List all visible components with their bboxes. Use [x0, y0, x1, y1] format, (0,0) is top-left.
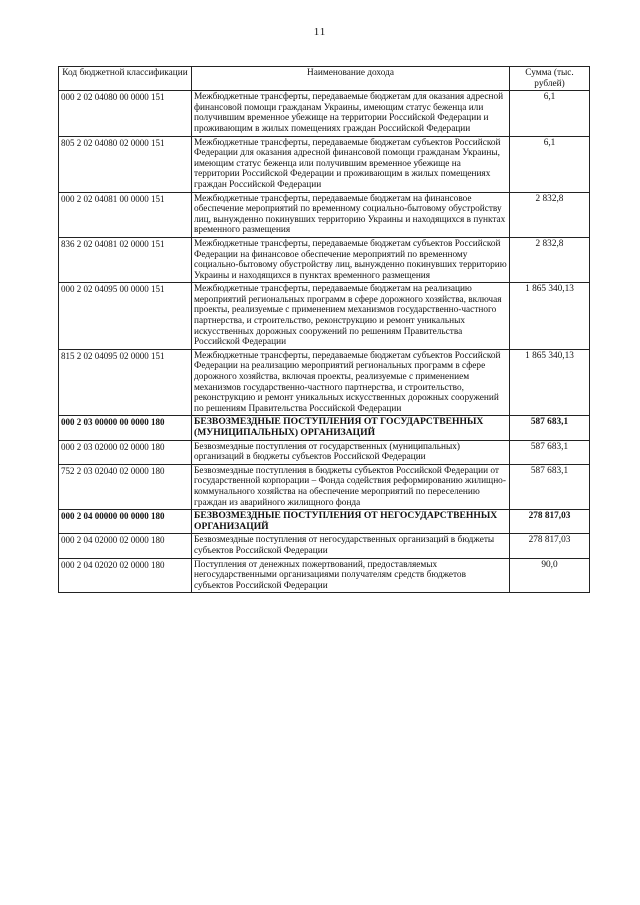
cell-code: 000 2 03 00000 00 0000 180: [59, 416, 192, 440]
table-row: [59, 534, 590, 558]
cell-name: Безвозмездные поступления от негосударственных организаций в бюджеты субъектов Российской Федерации: [192, 534, 510, 558]
revenue-table: [58, 66, 590, 593]
cell-sum: 1 865 340,13: [510, 283, 590, 350]
cell-code: 000 2 04 02000 02 0000 180: [59, 534, 192, 558]
cell-sum: 278 817,03: [510, 510, 590, 534]
table-header-row: [59, 67, 590, 91]
cell-code: 000 2 03 02000 02 0000 180: [59, 440, 192, 464]
cell-code: 000 2 02 04080 00 0000 151: [59, 91, 192, 136]
cell-sum: 6,1: [510, 91, 590, 136]
cell-sum: 90,0: [510, 558, 590, 593]
table-row: [59, 91, 590, 136]
table-row: [59, 192, 590, 237]
cell-code: 000 2 04 02020 02 0000 180: [59, 558, 192, 593]
cell-name: Безвозмездные поступления в бюджеты субъектов Российской Федерации от государственной корпорации – Фонда содействия реформированию жилищно-коммунального хозяйства на обеспечение мероприятий по переселению граждан из аварийного жилищного фонда: [192, 464, 510, 509]
cell-name: Межбюджетные трансферты, передаваемые бюджетам субъектов Российской Федерации на реализацию мероприятий региональных программ в сфере дорожного хозяйства, включая проекты, реализуемые с применением механизмов государственно-частного партнерства, и строительство, реконструкцию и ремонт уникальных искусственных дорожных сооружений по решениям Правительства Российской Федерации: [192, 349, 510, 416]
cell-name: Межбюджетные трансферты, передаваемые бюджетам субъектов Российской Федерации для оказания адресной финансовой помощи гражданам Украины, имеющим статус беженца или получившим временное убежище на территории Российской Федерации и проживающим в жилых помещениях граждан Российской Федерации: [192, 136, 510, 192]
cell-sum: 587 683,1: [510, 464, 590, 509]
table-row: [59, 136, 590, 192]
cell-code: 000 2 02 04095 00 0000 151: [59, 283, 192, 350]
table-row: [59, 349, 590, 416]
table-row: [59, 510, 590, 534]
cell-name: БЕЗВОЗМЕЗДНЫЕ ПОСТУПЛЕНИЯ ОТ ГОСУДАРСТВЕННЫХ (МУНИЦИПАЛЬНЫХ) ОРГАНИЗАЦИЙ: [192, 416, 510, 440]
header-name: Наименование дохода: [192, 67, 510, 91]
cell-sum: 2 832,8: [510, 237, 590, 282]
cell-name: Межбюджетные трансферты, передаваемые бюджетам на реализацию мероприятий региональных программ в сфере дорожного хозяйства, включая проекты, реализуемые с применением механизмов государственно-частного партнерства, и строительство, реконструкцию и ремонт уникальных искусственных дорожных сооружений по решениям Правительства Российской Федерации: [192, 283, 510, 350]
header-code: Код бюджетной классификации: [59, 67, 192, 91]
cell-name: БЕЗВОЗМЕЗДНЫЕ ПОСТУПЛЕНИЯ ОТ НЕГОСУДАРСТВЕННЫХ ОРГАНИЗАЦИЙ: [192, 510, 510, 534]
cell-sum: 2 832,8: [510, 192, 590, 237]
table-row: [59, 237, 590, 282]
cell-sum: 6,1: [510, 136, 590, 192]
cell-name: Поступления от денежных пожертвований, предоставляемых негосударственными организациями получателям средств бюджетов субъектов Российской Федерации: [192, 558, 510, 593]
cell-sum: 1 865 340,13: [510, 349, 590, 416]
cell-name: Межбюджетные трансферты, передаваемые бюджетам для оказания адресной финансовой помощи гражданам Украины, имеющим статус беженца или получившим временное убежище на территории Российской Федерации и проживающим в жилых помещениях граждан Российской Федерации: [192, 91, 510, 136]
cell-code: 836 2 02 04081 02 0000 151: [59, 237, 192, 282]
table-row: [59, 416, 590, 440]
cell-code: 805 2 02 04080 02 0000 151: [59, 136, 192, 192]
table-row: [59, 464, 590, 509]
table-row: [59, 558, 590, 593]
cell-sum: 587 683,1: [510, 440, 590, 464]
table-row: [59, 440, 590, 464]
cell-name: Безвозмездные поступления от государственных (муниципальных) организаций в бюджеты субъектов Российской Федерации: [192, 440, 510, 464]
cell-name: Межбюджетные трансферты, передаваемые бюджетам на финансовое обеспечение мероприятий по временному социально-бытовому обустройству лиц, вынужденно покинувших территорию Украины и находящихся в пунктах временного размещения: [192, 192, 510, 237]
cell-sum: 587 683,1: [510, 416, 590, 440]
cell-code: 815 2 02 04095 02 0000 151: [59, 349, 192, 416]
cell-sum: 278 817,03: [510, 534, 590, 558]
page-number: 11: [313, 26, 327, 38]
cell-code: 000 2 04 00000 00 0000 180: [59, 510, 192, 534]
cell-name: Межбюджетные трансферты, передаваемые бюджетам субъектов Российской Федерации на финансовое обеспечение мероприятий по временному социально-бытовому обустройству лиц, вынужденно покинувших территорию Украины и находящихся в пунктах временного размещения: [192, 237, 510, 282]
table-row: [59, 283, 590, 350]
header-sum: Сумма (тыс. рублей): [510, 67, 590, 91]
cell-code: 752 2 03 02040 02 0000 180: [59, 464, 192, 509]
cell-code: 000 2 02 04081 00 0000 151: [59, 192, 192, 237]
